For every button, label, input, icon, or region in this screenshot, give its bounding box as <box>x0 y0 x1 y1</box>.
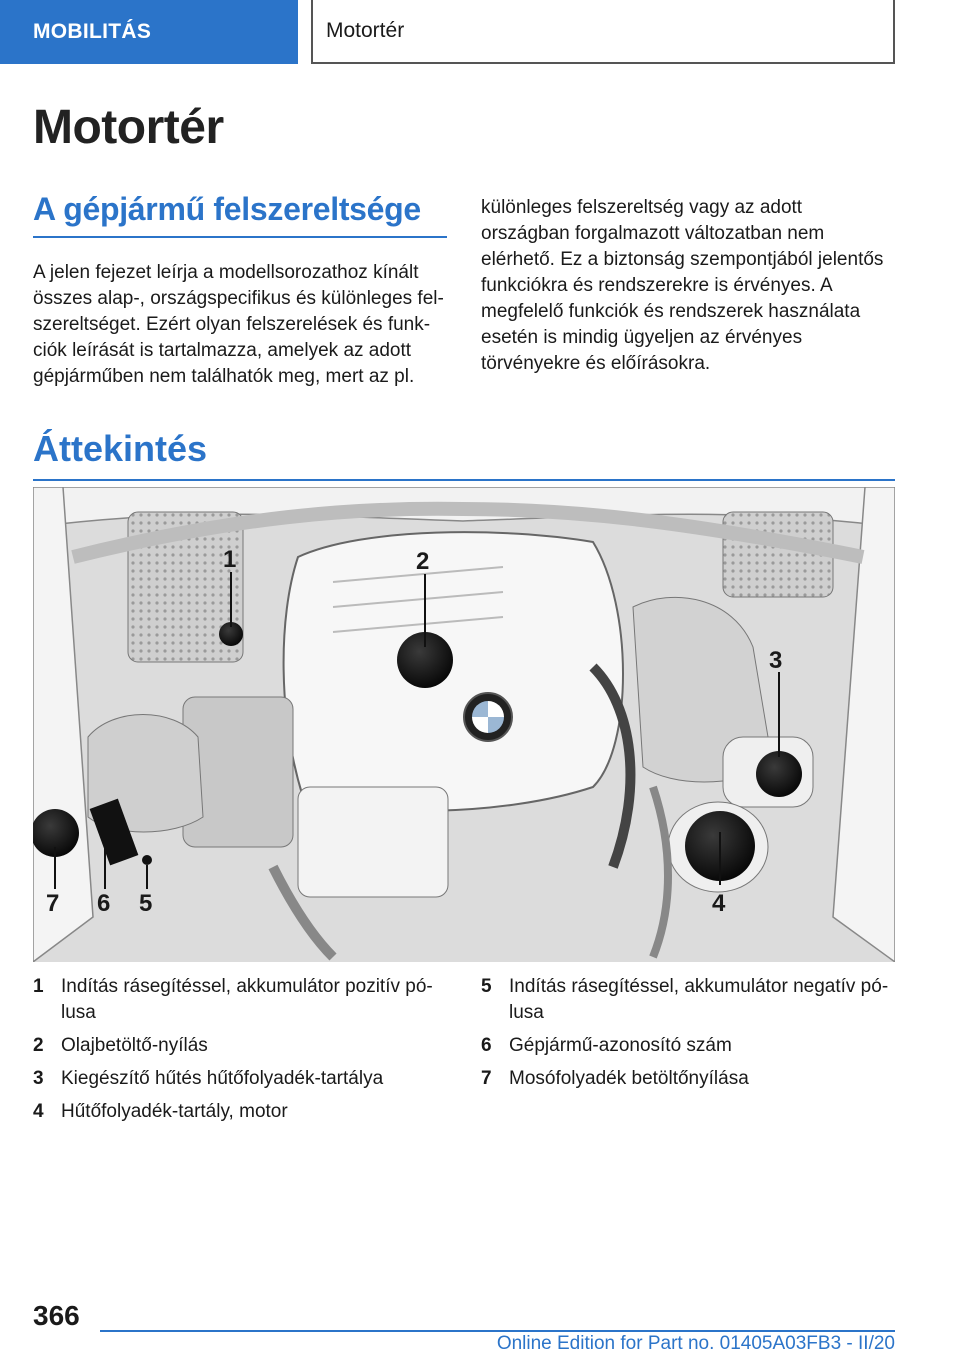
legend-right <box>481 974 895 1099</box>
legend-text: Hűtőfolyadék-tartály, motor <box>61 1101 288 1122</box>
legend-text: Mosófolyadék betöltőnyílása <box>509 1068 749 1089</box>
chapter-label: Motortér <box>326 19 405 42</box>
callout-6: 6 <box>97 890 111 917</box>
legend-left <box>33 974 447 1132</box>
legend-text: Indítás rásegítéssel, akkumulátor negatív pólusa <box>509 976 889 1023</box>
legend-text: Olajbetöltő-nyílás <box>61 1035 208 1056</box>
page-number: 366 <box>33 1300 80 1331</box>
legend-item <box>33 1033 447 1059</box>
callout-1: 1 <box>223 546 237 573</box>
equipment-text-left: A jelen fejezet leírja a modellsorozathoz kínált összes alap-, országspecifikus és különleges felszereltséget. Ezért olyan felszerelések és funkciók leírását is tartalmazza, amelyek az adott gépjárműben nem találhatók meg, mert az pl. <box>33 262 444 387</box>
engine-bay-illustration <box>33 487 895 962</box>
legend-text: Kiegészítő hűtés hűtőfolyadék-tartálya <box>61 1068 384 1089</box>
legend-item <box>33 974 447 1026</box>
legend-item <box>481 1033 895 1059</box>
legend-number: 7 <box>481 1068 492 1089</box>
legend-item <box>481 1066 895 1092</box>
callout-2: 2 <box>416 548 430 575</box>
legend-number: 1 <box>33 976 44 997</box>
legend-item <box>33 1099 447 1125</box>
page-title: Motortér <box>33 101 224 154</box>
legend-number: 6 <box>481 1035 492 1056</box>
chapter-header <box>311 0 895 64</box>
overview-heading: Áttekintés <box>33 428 895 481</box>
callout-7: 7 <box>46 890 60 917</box>
section-tab <box>0 0 298 64</box>
equipment-text-right: különleges felszereltség vagy az adott országban forgalmazott változatban nem elérhető. Ez a biztonság szempontjából jelentős funkciókra és rendszerekre is érvényes. A megfelelő funkciók és rendszerek használata esetén is mindig ügyeljen az érvényes törvényekre és előírásokra. <box>481 197 884 374</box>
legend-text: Gépjármű-azonosító szám <box>509 1035 732 1056</box>
callout-5: 5 <box>139 890 153 917</box>
callout-4: 4 <box>712 890 726 917</box>
section-label: MOBILITÁS <box>33 20 152 43</box>
legend-number: 5 <box>481 976 492 997</box>
callout-3: 3 <box>769 647 783 674</box>
equipment-heading: A gépjármű felszereltsége <box>33 191 447 238</box>
legend-number: 3 <box>33 1068 44 1089</box>
legend-number: 2 <box>33 1035 44 1056</box>
footer-edition: Online Edition for Part no. 01405A03FB3 - II/20 <box>496 1333 895 1354</box>
footer-divider <box>100 1330 895 1332</box>
legend-text: Indítás rásegítéssel, akkumulátor pozitív pólusa <box>61 976 433 1023</box>
legend-item <box>481 974 895 1026</box>
legend-number: 4 <box>33 1101 44 1122</box>
legend-item <box>33 1066 447 1092</box>
